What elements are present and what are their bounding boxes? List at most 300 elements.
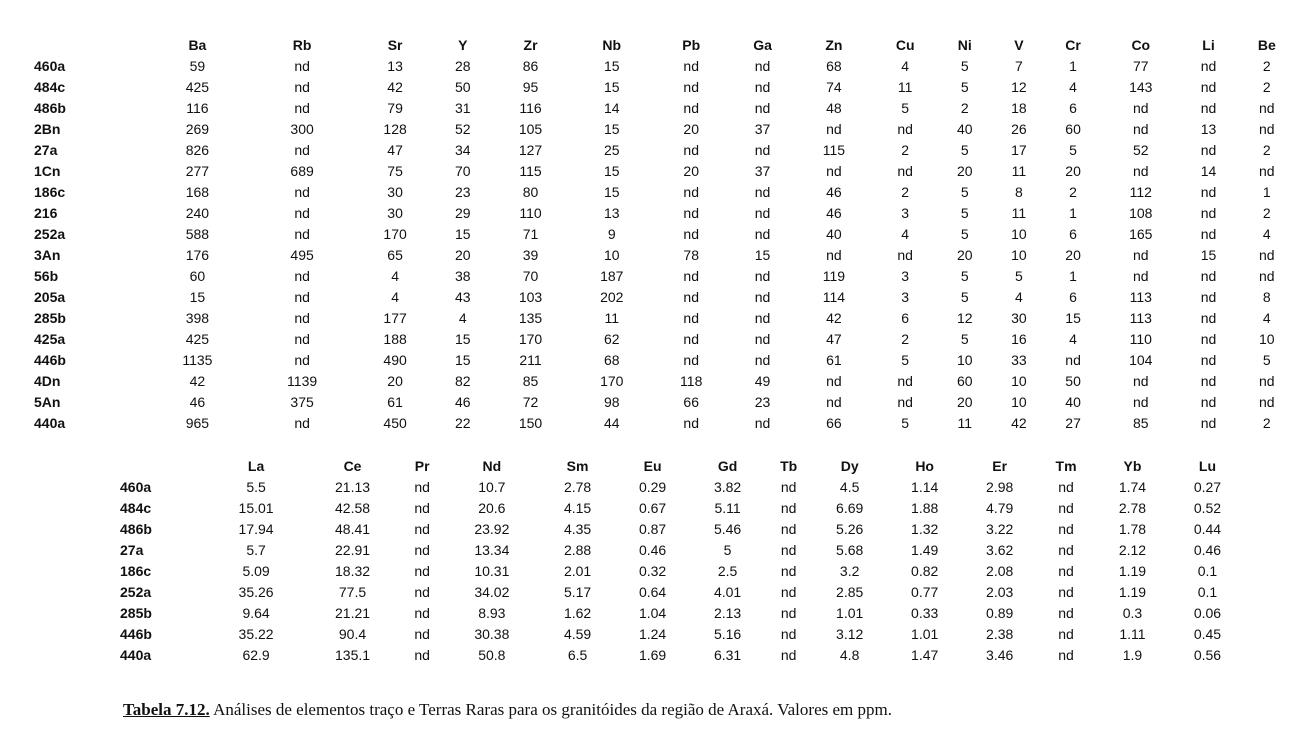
table-cell: 165 [1129, 226, 1153, 242]
caption-text: Análises de elementos traço e Terras Raras para os granitóides da região de Araxá. Valores em ppm. [209, 700, 892, 719]
table-cell: nd [1200, 142, 1217, 158]
table-cell: 2.78 [1118, 500, 1147, 516]
table-cell: 0.46 [638, 542, 667, 558]
table-cell: 95 [522, 79, 539, 95]
table-cell: nd [1058, 500, 1074, 516]
sample-label: 460a [34, 58, 66, 74]
element-header-er: Er [992, 458, 1008, 474]
element-header-rb: Rb [292, 37, 312, 53]
table-cell: 211 [519, 352, 542, 368]
table-row [34, 287, 1298, 308]
table-row [34, 161, 1298, 182]
table-cell: 3.46 [986, 647, 1014, 663]
table-cell: 4.15 [563, 500, 592, 516]
table-cell: 1.78 [1118, 521, 1147, 537]
table-cell: nd [826, 394, 842, 410]
table-cell: 42 [1011, 415, 1027, 431]
table-row [34, 308, 1298, 329]
sample-label: 205a [34, 289, 66, 305]
table-cell: 0.67 [638, 500, 667, 516]
element-header-lu: Lu [1198, 458, 1217, 474]
table-cell: nd [754, 415, 771, 431]
table-cell: 75 [387, 163, 403, 179]
table-cell: 5.68 [836, 542, 864, 558]
table-cell: nd [683, 205, 699, 221]
table-cell: 50 [455, 79, 471, 95]
table-cell: nd [1132, 268, 1149, 284]
table-cell: 1.47 [911, 647, 939, 663]
table-cell: nd [294, 331, 310, 347]
table-cell: nd [294, 79, 310, 95]
table-cell: 4 [1015, 289, 1023, 305]
table-row [34, 140, 1298, 161]
table-cell: 170 [600, 373, 624, 389]
table-cell: 20 [956, 163, 973, 179]
table-cell: 2.01 [563, 563, 592, 579]
trace-elements-body [34, 56, 1298, 434]
table-cell: 2.12 [1118, 542, 1147, 558]
table-cell: 17.94 [238, 521, 274, 537]
table-cell: 119 [822, 268, 846, 284]
sample-label: 216 [34, 205, 58, 221]
table-row [120, 645, 1245, 666]
table-cell: 22 [455, 415, 471, 431]
element-header-sm: Sm [566, 458, 589, 474]
table-cell: 2.08 [986, 563, 1014, 579]
table-cell: nd [414, 563, 430, 579]
table-cell: 48.41 [335, 521, 371, 537]
table-cell: 40 [826, 226, 842, 242]
table-cell: 37 [754, 121, 771, 137]
table-cell: 450 [383, 415, 407, 431]
table-cell: 9.64 [242, 605, 270, 621]
table-cell: nd [1132, 373, 1149, 389]
table-cell: 1.01 [836, 605, 864, 621]
table-cell: 82 [455, 373, 471, 389]
table-cell: 11 [1011, 205, 1027, 221]
table-cell: 103 [518, 289, 543, 305]
table-cell: 16 [1011, 331, 1027, 347]
element-header-co: Co [1131, 37, 1151, 53]
table-cell: 13 [1200, 121, 1217, 137]
table-cell: 5.46 [713, 521, 742, 537]
table-cell: 689 [290, 163, 314, 179]
table-cell: nd [1259, 247, 1275, 263]
table-cell: nd [1200, 58, 1217, 74]
table-cell: 60 [189, 268, 206, 284]
table-cell: nd [683, 415, 699, 431]
table-cell: 11 [957, 415, 972, 431]
table-cell: 49 [754, 373, 771, 389]
element-header-be: Be [1257, 37, 1276, 53]
table-cell: 30 [387, 205, 403, 221]
table-row [120, 477, 1245, 498]
table-cell: 35.26 [238, 584, 274, 600]
table-cell: 0.87 [638, 521, 667, 537]
table-cell: nd [1200, 268, 1217, 284]
table-cell: 46 [455, 394, 471, 410]
table-cell: 61 [826, 352, 842, 368]
table-cell: 177 [383, 310, 407, 326]
table-cell: nd [1200, 205, 1217, 221]
element-header-ce: Ce [343, 458, 362, 474]
element-header-li: Li [1202, 37, 1215, 53]
element-header-sr: Sr [387, 37, 403, 53]
table-cell: 113 [1129, 289, 1152, 305]
table-cell: 5 [1015, 268, 1023, 284]
element-header-eu: Eu [643, 458, 662, 474]
table-cell: nd [683, 268, 699, 284]
table-cell: 108 [1129, 205, 1153, 221]
table-cell: 4 [1069, 331, 1077, 347]
table-cell: nd [754, 142, 771, 158]
sample-label: 186c [120, 563, 152, 579]
table-cell: 2 [960, 100, 969, 116]
table-row [34, 350, 1298, 371]
table-cell: nd [780, 605, 797, 621]
element-header-ho: Ho [915, 458, 934, 474]
table-cell: 3.22 [986, 521, 1014, 537]
sample-label: 4Dn [34, 373, 61, 389]
table-cell: 5.16 [713, 626, 742, 642]
table-cell: 5 [960, 142, 969, 158]
table-cell: 118 [680, 373, 703, 389]
table-cell: 15 [1200, 247, 1217, 263]
table-cell: 5 [960, 79, 969, 95]
table-cell: 34 [455, 142, 471, 158]
element-header-pb: Pb [682, 37, 701, 53]
table-cell: 20 [1065, 163, 1081, 179]
element-header-tm: Tm [1055, 458, 1077, 474]
table-cell: 128 [383, 121, 407, 137]
table-cell: 3.82 [713, 479, 742, 495]
table-cell: nd [1200, 184, 1217, 200]
table-cell: 17 [1011, 142, 1027, 158]
table-cell: 1 [1262, 184, 1271, 200]
table-cell: 11 [897, 79, 913, 95]
table-cell: 5 [901, 100, 910, 116]
table-cell: 110 [519, 205, 542, 221]
table-cell: 5 [901, 352, 910, 368]
table-cell: 1.24 [638, 626, 667, 642]
table-cell: 10 [1011, 226, 1027, 242]
table-cell: 66 [826, 415, 842, 431]
table-cell: nd [294, 310, 310, 326]
table-cell: nd [1259, 163, 1275, 179]
table-cell: 9 [607, 226, 616, 242]
table-cell: nd [780, 500, 797, 516]
table-cell: 588 [185, 226, 210, 242]
table-cell: nd [1058, 647, 1074, 663]
table-cell: nd [414, 647, 430, 663]
table-row [34, 224, 1298, 245]
table-cell: nd [294, 352, 310, 368]
table-cell: nd [1200, 373, 1217, 389]
table-cell: 26 [1011, 121, 1027, 137]
table-cell: 0.82 [911, 563, 939, 579]
table-cell: 4 [901, 58, 910, 74]
table-cell: nd [754, 310, 771, 326]
table-cell: nd [414, 542, 430, 558]
table-cell: 4 [1262, 226, 1271, 242]
table-cell: 0.27 [1193, 479, 1222, 495]
table-cell: 110 [1129, 331, 1152, 347]
table-cell: 74 [826, 79, 842, 95]
table-cell: 114 [822, 289, 846, 305]
sample-label: 186c [34, 184, 66, 200]
table-cell: 0.33 [911, 605, 939, 621]
table-cell: 1135 [182, 352, 213, 368]
table-cell: 23.92 [474, 521, 510, 537]
table-cell: nd [897, 394, 913, 410]
table-cell: nd [754, 184, 771, 200]
table-cell: 15 [603, 121, 620, 137]
table-cell: 5.11 [714, 500, 741, 516]
table-cell: 0.46 [1193, 542, 1222, 558]
table-cell: nd [1058, 521, 1074, 537]
table-cell: 42 [189, 373, 206, 389]
table-row [120, 582, 1245, 603]
table-cell: 14 [1200, 163, 1217, 179]
table-cell: 68 [603, 352, 620, 368]
table-cell: 72 [522, 394, 539, 410]
table-cell: 3 [901, 205, 910, 221]
table-cell: 79 [387, 100, 403, 116]
sample-label: 484c [120, 500, 152, 516]
table-cell: 170 [383, 226, 407, 242]
sample-label: 440a [34, 415, 66, 431]
table-cell: 40 [956, 121, 973, 137]
element-header-ba: Ba [188, 37, 207, 53]
table-cell: nd [754, 100, 771, 116]
table-cell: 150 [518, 415, 543, 431]
table-cell: nd [683, 352, 699, 368]
table-cell: 27 [1065, 415, 1081, 431]
table-cell: 50.8 [478, 647, 506, 663]
table-cell: 4 [1069, 79, 1077, 95]
table-cell: nd [1200, 415, 1217, 431]
table-cell: 61 [387, 394, 403, 410]
table-cell: 4.01 [713, 584, 742, 600]
table-cell: nd [414, 521, 430, 537]
table-cell: 39 [522, 247, 539, 263]
table-row [34, 56, 1298, 77]
table-cell: 47 [387, 142, 403, 158]
table-row [34, 371, 1298, 392]
table-cell: 70 [455, 163, 471, 179]
table-cell: 2.85 [836, 584, 864, 600]
table-cell: nd [294, 268, 310, 284]
table-cell: 34.02 [474, 584, 510, 600]
table-cell: 42.58 [335, 500, 371, 516]
table-row [34, 203, 1298, 224]
table-cell: 85 [1132, 415, 1149, 431]
table-cell: 3.2 [839, 563, 860, 579]
table-cell: nd [294, 205, 310, 221]
table-cell: 2.78 [563, 479, 592, 495]
table-cell: 7 [1015, 58, 1023, 74]
table-cell: nd [294, 289, 310, 305]
table-cell: 23 [754, 394, 771, 410]
table-cell: nd [826, 247, 842, 263]
table-cell: nd [754, 352, 771, 368]
table-cell: 30 [1011, 310, 1027, 326]
table-cell: nd [780, 626, 797, 642]
table-cell: nd [897, 163, 913, 179]
table-cell: 38 [455, 268, 471, 284]
table-cell: 48 [826, 100, 842, 116]
table-cell: 1.32 [911, 521, 939, 537]
table-cell: 8 [1015, 184, 1023, 200]
table-cell: 4.5 [839, 479, 860, 495]
table-cell: 2.88 [563, 542, 592, 558]
table-cell: 1 [1069, 268, 1077, 284]
table-cell: nd [1200, 352, 1217, 368]
table-cell: 4 [391, 268, 399, 284]
table-cell: 1.14 [911, 479, 939, 495]
table-cell: nd [683, 100, 699, 116]
table-row [34, 413, 1298, 434]
sample-label: 3An [34, 247, 61, 263]
sample-label: 440a [120, 647, 152, 663]
table-cell: 5 [1069, 142, 1077, 158]
table-cell: 30.38 [474, 626, 510, 642]
table-cell: 1 [1069, 58, 1077, 74]
table-cell: 13.34 [474, 542, 510, 558]
table-cell: nd [414, 479, 430, 495]
table-cell: 15 [603, 184, 620, 200]
table-cell: 187 [600, 268, 624, 284]
table-cell: 0.1 [1197, 563, 1218, 579]
table-cell: 11 [604, 310, 620, 326]
table-cell: 2 [1262, 415, 1271, 431]
table-cell: 135 [518, 310, 543, 326]
table-cell: 37 [754, 163, 771, 179]
sample-label: 446b [34, 352, 66, 368]
table-cell: 425 [185, 79, 210, 95]
table-caption [123, 700, 892, 720]
trace-elements-header-row [34, 35, 1298, 56]
table-cell: 15 [754, 247, 771, 263]
table-cell: 5.17 [563, 584, 592, 600]
table-cell: 2 [1262, 142, 1271, 158]
table-cell: nd [1058, 563, 1074, 579]
table-cell: 1.74 [1118, 479, 1147, 495]
table-cell: nd [1200, 100, 1217, 116]
element-header-y: Y [458, 37, 468, 53]
table-cell: nd [780, 563, 797, 579]
table-cell: 20.6 [478, 500, 506, 516]
table-cell: nd [1132, 100, 1149, 116]
table-cell: 5 [960, 205, 969, 221]
table-cell: 46 [189, 394, 206, 410]
table-cell: 62.9 [242, 647, 270, 663]
table-cell: 40 [1065, 394, 1081, 410]
table-cell: 2 [1262, 79, 1271, 95]
table-cell: 0.52 [1193, 500, 1222, 516]
table-cell: 10 [956, 352, 973, 368]
table-cell: nd [683, 310, 699, 326]
table-cell: nd [754, 268, 771, 284]
sample-label: 285b [120, 605, 152, 621]
table-cell: 1.62 [563, 605, 592, 621]
table-cell: 46 [826, 205, 842, 221]
table-cell: nd [826, 121, 842, 137]
table-cell: 46 [826, 184, 842, 200]
table-cell: nd [1058, 542, 1074, 558]
table-row [120, 603, 1245, 624]
table-cell: nd [1200, 79, 1217, 95]
table-cell: nd [1132, 121, 1149, 137]
table-cell: 20 [683, 163, 699, 179]
table-cell: nd [683, 58, 699, 74]
table-row [120, 561, 1245, 582]
table-cell: 15 [603, 79, 620, 95]
element-header-zr: Zr [523, 37, 538, 53]
table-row [120, 498, 1245, 519]
table-cell: 112 [1129, 184, 1152, 200]
table-cell: 5.7 [246, 542, 266, 558]
table-cell: 0.89 [986, 605, 1014, 621]
table-cell: 66 [683, 394, 699, 410]
table-cell: 8.93 [478, 605, 506, 621]
sample-label: 486b [120, 521, 152, 537]
rare-earth-header-row [120, 456, 1245, 477]
table-cell: 15 [1065, 310, 1081, 326]
table-cell: 1 [1069, 205, 1077, 221]
table-cell: 20 [1065, 247, 1081, 263]
table-cell: 113 [1129, 310, 1152, 326]
table-cell: 18.32 [335, 563, 371, 579]
table-cell: 0.1 [1197, 584, 1218, 600]
table-cell: 30 [387, 184, 403, 200]
table-cell: nd [1259, 121, 1275, 137]
table-cell: 31 [455, 100, 471, 116]
table-cell: 0.32 [638, 563, 667, 579]
element-header-dy: Dy [840, 458, 859, 474]
table-cell: nd [780, 521, 797, 537]
table-cell: 13 [603, 205, 620, 221]
table-cell: nd [754, 79, 771, 95]
table-cell: 1139 [287, 373, 318, 389]
table-cell: 5 [960, 331, 969, 347]
table-row [120, 624, 1245, 645]
table-cell: 6 [901, 310, 910, 326]
table-cell: nd [1132, 163, 1149, 179]
sample-column-header [120, 456, 208, 477]
table-cell: 21.21 [335, 605, 371, 621]
sample-label: 252a [120, 584, 152, 600]
table-cell: 425 [185, 331, 210, 347]
table-cell: 965 [185, 415, 210, 431]
table-cell: 1.04 [638, 605, 667, 621]
sample-label: 484c [34, 79, 66, 95]
table-cell: nd [780, 647, 797, 663]
sample-label: 1Cn [34, 163, 61, 179]
table-cell: 0.44 [1193, 521, 1222, 537]
table-cell: 3.12 [836, 626, 864, 642]
table-cell: 20 [956, 394, 973, 410]
table-cell: 10.31 [474, 563, 510, 579]
element-header-zn: Zn [825, 37, 843, 53]
table-cell: 0.56 [1193, 647, 1222, 663]
table-cell: 60 [956, 373, 973, 389]
table-cell: 44 [603, 415, 620, 431]
table-cell: 143 [1129, 79, 1153, 95]
table-cell: 4.35 [563, 521, 592, 537]
table-cell: 86 [522, 58, 539, 74]
table-cell: 2.38 [986, 626, 1014, 642]
